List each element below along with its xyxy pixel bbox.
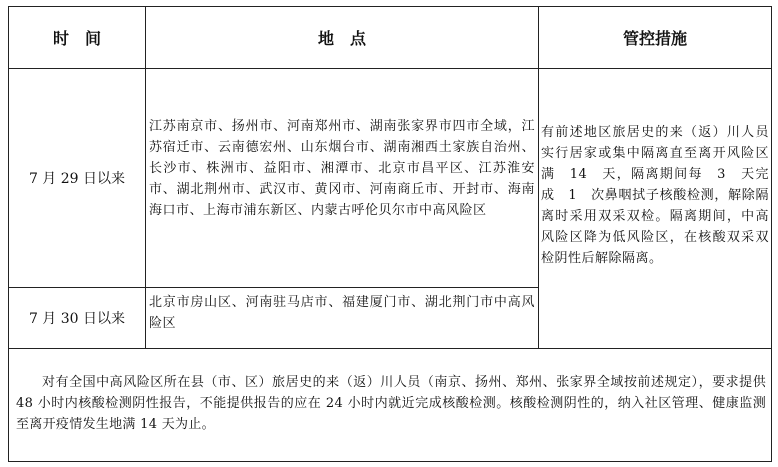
footnote-divider xyxy=(8,348,772,349)
measures-text: 有前述地区旅居史的来（返）川人员实行居家或集中隔离直至离开风险区满 14 天，隔离期间每 3 天完成 1 次鼻咽拭子核酸检测，解除隔离时采用双采双检。隔离期间，中高风险区降为低风险区，在核酸双采双检阴性后解除隔离。 xyxy=(541,125,769,266)
header-place: 地 点 xyxy=(317,29,366,48)
control-measures-table xyxy=(8,6,772,462)
row-places-0730: 北京市房山区、河南驻马店市、福建厦门市、湖北荆门市中高风险区 xyxy=(149,295,535,331)
table-border-right xyxy=(771,6,772,462)
header-measures: 管控措施 xyxy=(622,29,687,48)
header-time: 时 间 xyxy=(52,29,101,48)
row-date-0729: 7 月 29 日以来 xyxy=(28,171,126,187)
footnote-text: 对有全国中高风险区所在县（市、区）旅居史的来（返）川人员（南京、扬州、郑州、张家界全域按前述规定），要求提供 48 小时内核酸检测阴性报告，不能提供报告的应在 24 小时内就近完成核酸检测。核酸检测阴性的，纳入社区管理、健康监测至离开疫情发生地满 14 天为止。 xyxy=(16,375,766,432)
row-date-0730: 7 月 30 日以来 xyxy=(28,311,126,327)
row-places-0729: 江苏南京市、扬州市、河南郑州市、湖南张家界市四市全域，江苏宿迁市、云南德宏州、山东烟台市、湖南湘西土家族自治州、长沙市、株洲市、益阳市、湘潭市、北京市昌平区、江苏淮安市、湖北荆州市、武汉市、黄冈市、河南商丘市、开封市、海南海口市、上海市浦东新区、内蒙古呼伦贝尔市中高风险区 xyxy=(149,119,535,218)
table-border-bottom xyxy=(8,461,772,462)
